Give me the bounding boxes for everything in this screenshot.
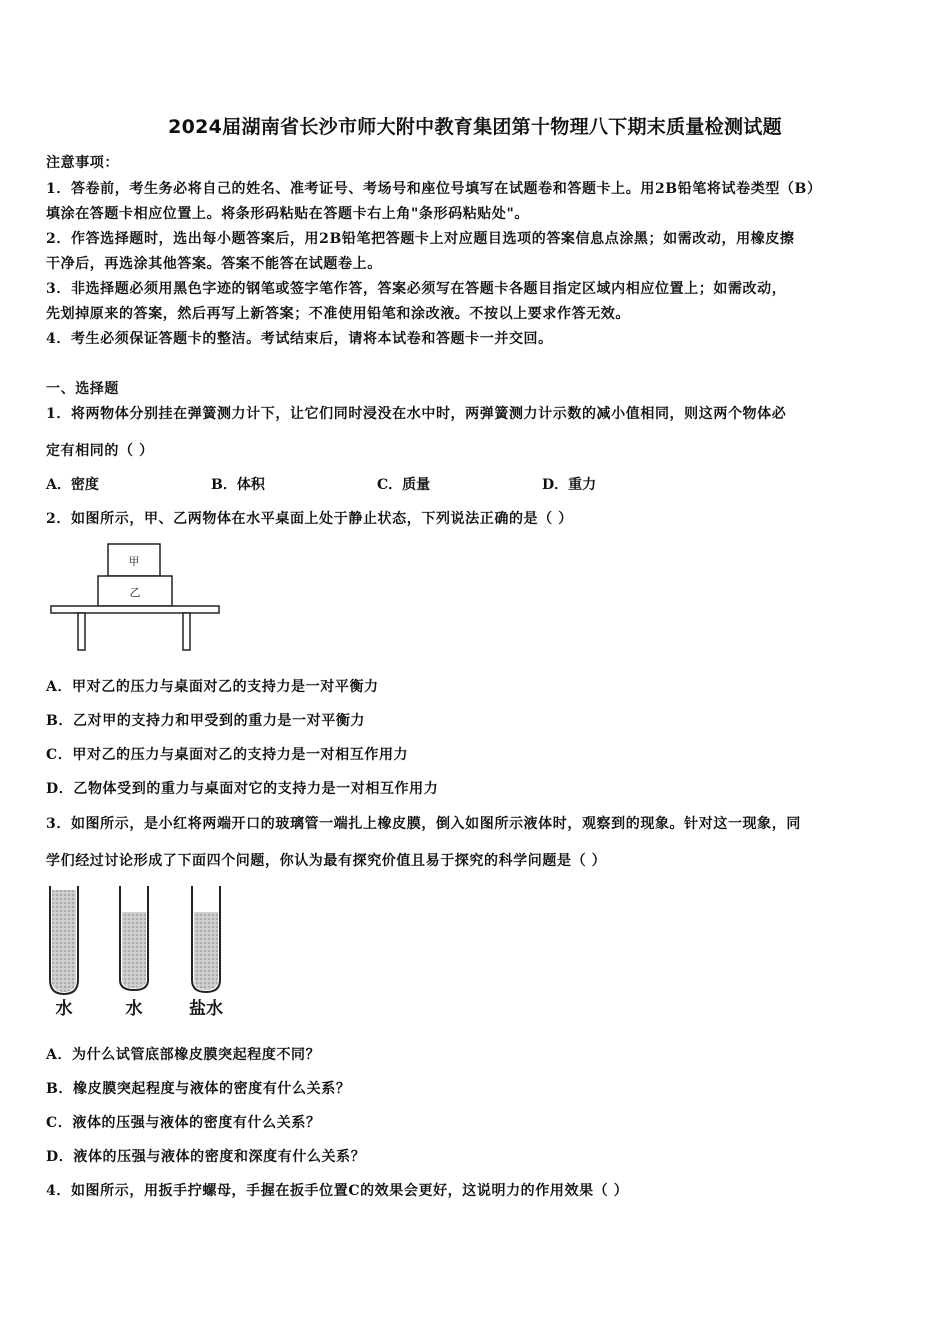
option-d[interactable]: D．重力 <box>542 477 597 493</box>
question-3-option-d[interactable]: D．液体的压强与液体的密度和深度有什么关系？ <box>46 1149 366 1165</box>
tube-3-label: 盐水 <box>189 999 223 1019</box>
table-top <box>51 606 219 613</box>
note-line: 干净后，再选涂其他答案。答案不能答在试题卷上。 <box>46 256 382 272</box>
note-line: 3．非选择题必须用黑色字迹的钢笔或签字笔作答，答案必须写在答题卡各题目指定区域内相应位置上；如需改动， <box>46 281 787 297</box>
block-jia-label: 甲 <box>128 555 140 568</box>
question-2-stem: 2．如图所示，甲、乙两物体在水平桌面上处于静止状态，下列说法正确的是（ ） <box>46 511 573 527</box>
question-2-option-a[interactable]: A．甲对乙的压力与桌面对乙的支持力是一对平衡力 <box>46 679 379 695</box>
question-1-stem-cont: 定有相同的（ ） <box>46 443 154 459</box>
table-leg-left <box>78 613 85 650</box>
tube-2-label: 水 <box>125 999 143 1019</box>
question-3-stem-cont: 学们经过讨论形成了下面四个问题，你认为最有探究价值且易于探究的科学问题是（ ） <box>46 853 607 869</box>
note-line: 2．作答选择题时，选出每小题答案后，用2B铅笔把答题卡上对应题目选项的答案信息点涂黑；如需改动，用橡皮擦 <box>46 231 795 247</box>
question-3-option-b[interactable]: B．橡皮膜突起程度与液体的密度有什么关系？ <box>46 1081 351 1097</box>
test-tube-2 <box>120 886 148 990</box>
question-3-stem: 3．如图所示，是小红将两端开口的玻璃管一端扎上橡皮膜，倒入如图所示液体时，观察到的现象。针对这一现象，同 <box>46 816 801 832</box>
test-tube-3 <box>192 886 220 992</box>
question-4-stem: 4．如图所示，用扳手拧螺母，手握在扳手位置C的效果会更好，这说明力的作用效果（ ） <box>46 1183 629 1199</box>
note-line: 先划掉原来的答案，然后再写上新答案；不准使用铅笔和涂改液。不按以上要求作答无效。 <box>46 306 630 322</box>
question-2-option-b[interactable]: B．乙对甲的支持力和甲受到的重力是一对平衡力 <box>46 713 366 729</box>
question-3-option-a[interactable]: A．为什么试管底部橡皮膜突起程度不同？ <box>46 1047 321 1063</box>
page-title: 2024届湖南省长沙市师大附中教育集团第十物理八下期末质量检测试题 <box>168 116 782 138</box>
section-heading: 一、选择题 <box>46 381 119 397</box>
table-blocks-figure <box>48 540 223 652</box>
tube-1-label: 水 <box>55 999 73 1019</box>
note-line: 填涂在答题卡相应位置上。将条形码粘贴在答题卡右上角"条形码粘贴处"。 <box>46 206 529 222</box>
note-line: 1．答卷前，考生务必将自己的姓名、准考证号、考场号和座位号填写在试题卷和答题卡上。用2B铅笔将试卷类型（B） <box>46 181 822 197</box>
question-2-option-c[interactable]: C．甲对乙的压力与桌面对乙的支持力是一对相互作用力 <box>46 747 409 763</box>
option-a[interactable]: A．密度 <box>46 477 99 493</box>
question-1-stem: 1．将两物体分别挂在弹簧测力计下，让它们同时浸没在水中时，两弹簧测力计示数的减小值相同，则这两个物体必 <box>46 406 787 422</box>
note-line: 4．考生必须保证答题卡的整洁。考试结束后，请将本试卷和答题卡一并交回。 <box>46 331 553 347</box>
question-3-option-c[interactable]: C．液体的压强与液体的密度有什么关系？ <box>46 1115 321 1131</box>
notes-heading: 注意事项： <box>46 155 119 171</box>
question-2-option-d[interactable]: D．乙物体受到的重力与桌面对它的支持力是一对相互作用力 <box>46 781 439 797</box>
block-yi-label: 乙 <box>129 586 141 599</box>
table-leg-right <box>183 613 190 650</box>
option-b[interactable]: B．体积 <box>211 477 265 493</box>
test-tubes-figure <box>40 882 240 1022</box>
option-c[interactable]: C．质量 <box>377 477 431 493</box>
test-tube-1 <box>50 886 78 994</box>
